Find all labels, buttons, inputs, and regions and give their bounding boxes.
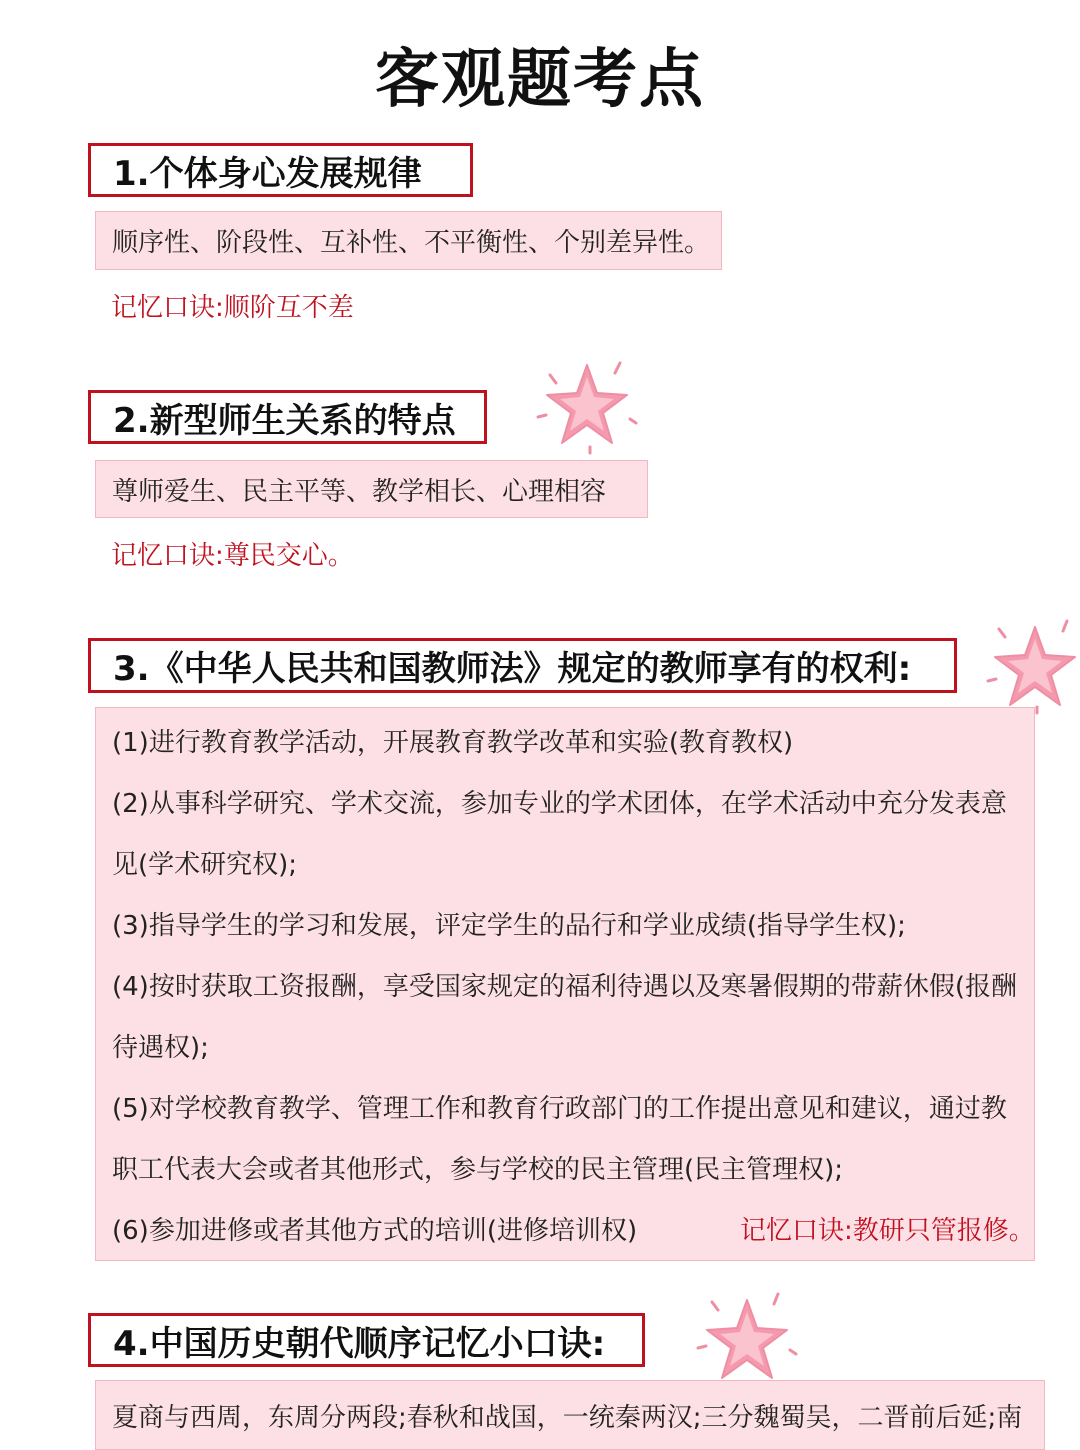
section-1-mnemonic: 记忆口诀:顺阶互不差 — [111, 293, 354, 323]
rights-line-7: (5)对学校教育教学、管理工作和教育行政部门的工作提出意见和建议，通过教 — [112, 1094, 1007, 1124]
rights-line-8: 职工代表大会或者其他形式，参与学校的民主管理(民主管理权); — [112, 1155, 844, 1185]
section-4-heading: 4.中国历史朝代顺序记忆小口诀: — [88, 1313, 645, 1367]
section-1-content: 顺序性、阶段性、互补性、不平衡性、个别差异性。 — [95, 211, 722, 270]
section-2-heading: 2.新型师生关系的特点 — [88, 390, 487, 444]
section-3-heading: 3.《中华人民共和国教师法》规定的教师享有的权利: — [88, 638, 957, 693]
star-doodle-icon — [532, 355, 642, 455]
rights-line-4: (3)指导学生的学习和发展，评定学生的品行和学业成绩(指导学生权); — [112, 911, 906, 941]
rights-line-1: (1)进行教育教学活动，开展教育教学改革和实验(教育教权) — [112, 728, 794, 758]
rights-line-6: 待遇权); — [112, 1033, 209, 1063]
rights-line-2: (2)从事科学研究、学术交流，参加专业的学术团体，在学术活动中充分发表意 — [112, 789, 1007, 819]
section-4-content: 夏商与西周，东周分两段;春秋和战国，一统秦两汉;三分魏蜀吴，二晋前后延;南 — [95, 1380, 1045, 1450]
section-2-mnemonic: 记忆口诀:尊民交心。 — [111, 541, 354, 571]
star-doodle-icon — [692, 1290, 802, 1390]
rights-line-5: (4)按时获取工资报酬，享受国家规定的福利待遇以及寒暑假期的带薪休假(报酬 — [112, 972, 1017, 1002]
section-1-heading: 1.个体身心发展规律 — [88, 143, 473, 197]
section-3-mnemonic: 记忆口诀:教研只管报修。 — [740, 1216, 1035, 1246]
section-3-rights-box — [95, 707, 1035, 1261]
star-doodle-icon — [985, 615, 1080, 715]
rights-line-9: (6)参加进修或者其他方式的培训(进修培训权) — [112, 1216, 638, 1246]
section-2-content: 尊师爱生、民主平等、教学相长、心理相容 — [95, 460, 648, 518]
page-title: 客观题考点 — [375, 43, 705, 117]
rights-line-3: 见(学术研究权); — [112, 850, 298, 880]
